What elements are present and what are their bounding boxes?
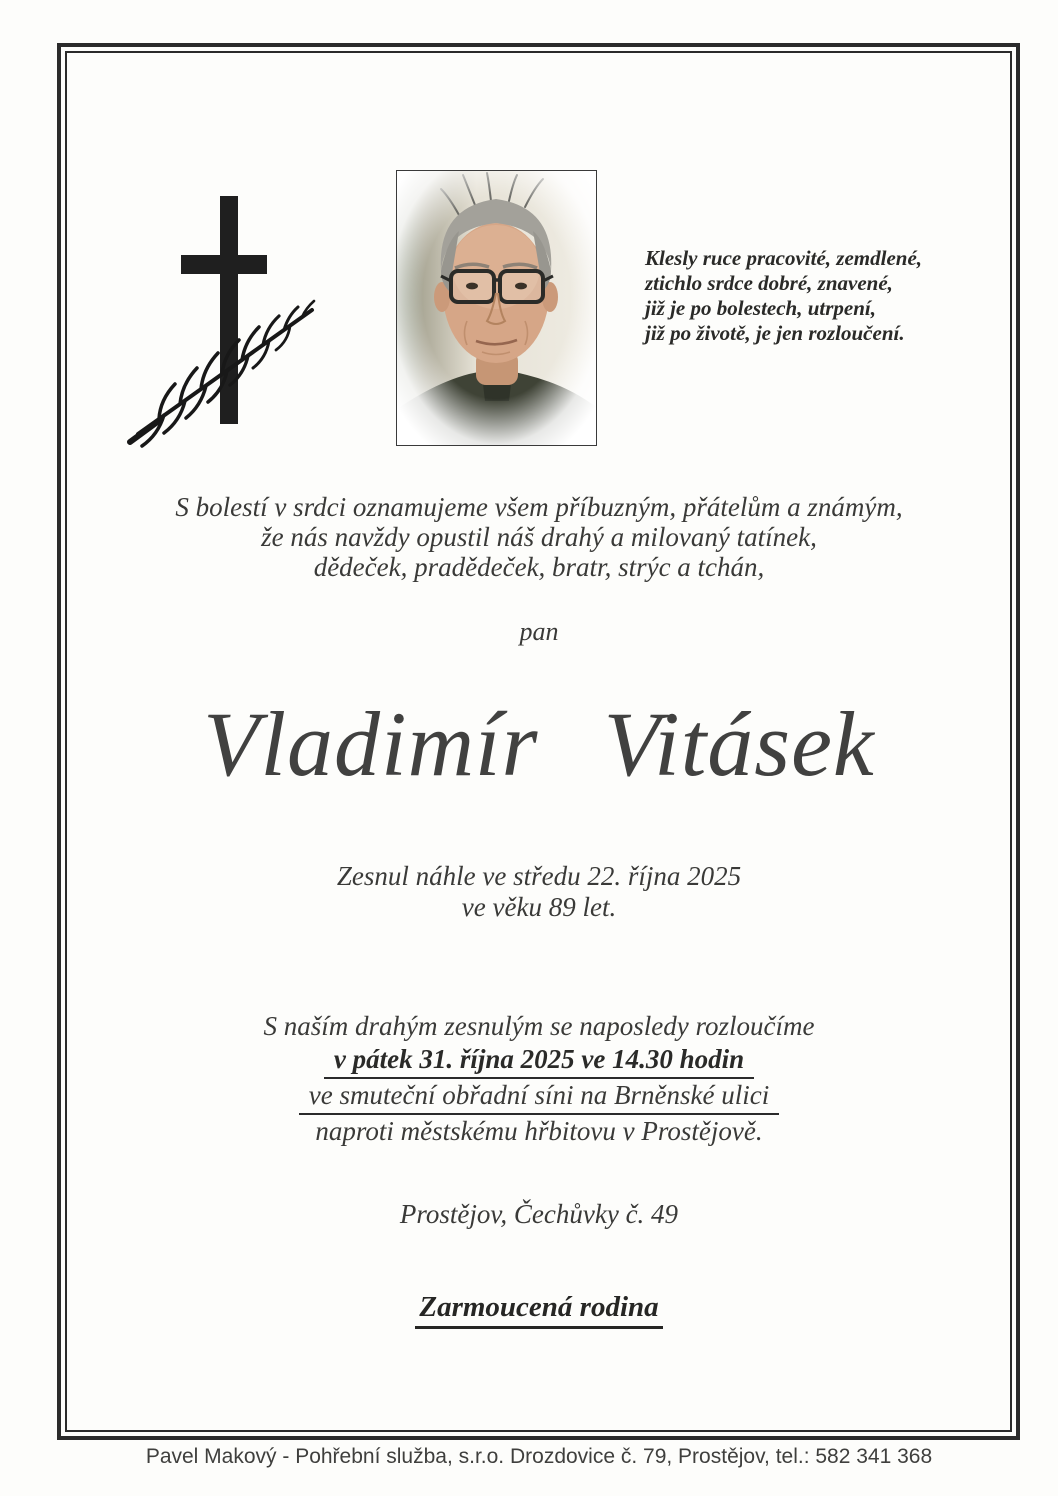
family-address: Prostějov, Čechůvky č. 49 (399, 1199, 679, 1229)
deceased-name: Vladimír Vitásek (203, 693, 875, 795)
announcement-line: dědeček, pradědeček, bratr, strýc a tchán, (313, 552, 765, 582)
funeral-place-line (60, 1079, 1018, 1115)
announcement-line: S bolestí v srdci oznamujeme všem příbuzným, přátelům a známým, (175, 492, 903, 522)
death-age-line: ve věku 89 let. (461, 892, 617, 922)
funeral-datetime-line (60, 1043, 1018, 1079)
poem-line: již je po bolestech, utrpení, (645, 296, 876, 320)
cross-with-palm-icon (120, 170, 340, 450)
signature-line (60, 1290, 1018, 1329)
announcement-line: že nás navždy opustil náš drahý a milovaný tatínek, (261, 522, 817, 552)
funeral-intro-line: S naším drahým zesnulým se naposledy rozloučíme (263, 1011, 815, 1041)
memorial-poem (645, 246, 965, 346)
poem-line: Klesly ruce pracovité, zemdlené, (645, 246, 923, 270)
funeral-service-footer: Pavel Makový - Pohřební služba, s.r.o. Drozdovice č. 79, Prostějov, tel.: 582 341 368 (145, 1445, 933, 1468)
funeral-datetime: v pátek 31. října 2025 ve 14.30 hodin (324, 1043, 754, 1079)
funeral-place-detail-line: naproti městskému hřbitovu v Prostějově. (315, 1116, 763, 1146)
signature-text: Zarmoucená rodina (415, 1290, 662, 1329)
deceased-portrait-photo (396, 170, 597, 446)
death-date-line: Zesnul náhle ve středu 22. října 2025 (336, 861, 742, 891)
poem-line: ztichlo srdce dobré, znavené, (645, 271, 893, 295)
poem-line: již po životě, je jen rozloučení. (645, 321, 905, 345)
salutation: pan (519, 617, 559, 646)
funeral-info (60, 1010, 1018, 1148)
funeral-place: ve smuteční obřadní síni na Brněnské ulici (299, 1079, 779, 1115)
announcement-text (60, 492, 1018, 582)
death-info (60, 861, 1018, 923)
